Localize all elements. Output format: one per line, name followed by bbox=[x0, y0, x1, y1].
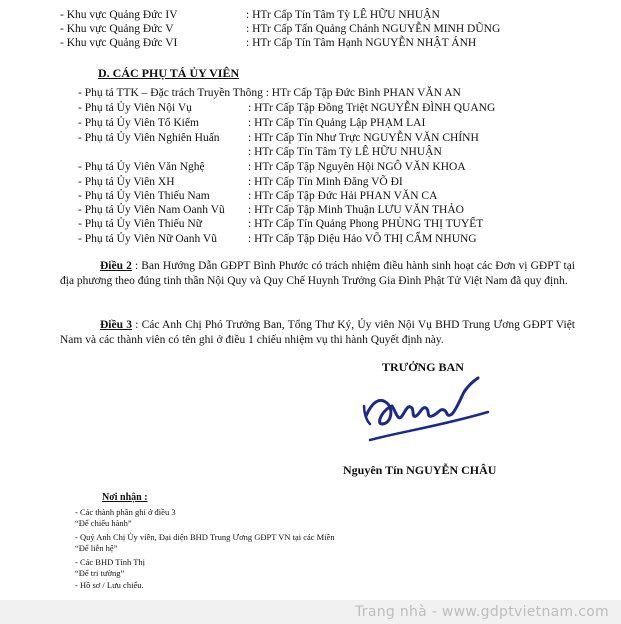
assistant-full-line: - Phụ tá TTK – Đặc trách Truyền Thông : HTr Cấp Tập Đức Bình PHAN VĂN AN bbox=[78, 87, 461, 99]
zone-leader: : HTr Cấp Tấn Quảng Chánh NGUYỄN MINH DŨNG bbox=[246, 23, 501, 35]
handwritten-signature bbox=[360, 372, 500, 452]
assistant-role: - Phụ tá Ủy Viên Nam Oanh Vũ bbox=[78, 204, 225, 216]
assistant-person: : HTr Cấp Tập Diệu Hảo VÕ THỊ CẨM NHUNG bbox=[248, 233, 477, 245]
assistant-person: : HTr Cấp Tín Như Trực NGUYỄN VĂN CHÍNH bbox=[248, 132, 479, 144]
zone-label: - Khu vực Quảng Đức VI bbox=[60, 37, 178, 49]
assistant-person: : HTr Cấp Tập Nguyên Hội NGÔ VĂN KHOA bbox=[248, 161, 466, 173]
zone-leader: : HTr Cấp Tín Tâm Tỳ LÊ HỮU NHUẬN bbox=[246, 9, 440, 21]
assistant-role: - Phụ tá Ủy Viên Thiếu Nữ bbox=[78, 218, 202, 230]
zone-label: - Khu vực Quảng Đức V bbox=[60, 23, 174, 35]
section-heading bbox=[98, 66, 239, 81]
zone-leader: : HTr Cấp Tín Tâm Hạnh NGUYỄN NHẬT ÁNH bbox=[246, 37, 477, 49]
assistant-role: - Phụ tá Ủy Viên Nội Vụ bbox=[78, 102, 192, 114]
assistant-role: - Phụ tá Ủy Viên Nghiên Huấn bbox=[78, 132, 220, 144]
footer-watermark[interactable]: Trang nhà - www.gdptvietnam.com bbox=[355, 604, 609, 620]
article-2-text: : Ban Hướng Dẫn GĐPT Bình Phước có trách nhiệm điều hành sinh hoạt các Đơn vị GĐPT tại địa phương theo đúng tinh thần Nội Quy và Quy Chế Huynh Trưởng Gia Đình Phật Tử Việt Nam đã quy định. bbox=[60, 260, 575, 287]
assistant-role: - Phụ tá Ủy Viên Tổ Kiểm bbox=[78, 117, 199, 129]
recipient-line: - Các BHD Tỉnh Thị bbox=[75, 557, 146, 567]
signatory-name: Nguyên Tín NGUYỄN CHÂU bbox=[343, 463, 497, 477]
assistant-person: : HTr Cấp Tín Quảng Lập PHẠM LAI bbox=[248, 117, 426, 129]
assistant-role: - Phụ tá Ủy Viên XH bbox=[78, 176, 175, 188]
assistant-role: - Phụ tá Ủy Viên Văn Nghệ bbox=[78, 161, 205, 173]
assistant-person: : HTr Cấp Tập Minh Thuận LƯU VĂN THẢO bbox=[248, 204, 464, 216]
article-2-label: Điều 2 bbox=[100, 260, 132, 272]
article-3 bbox=[60, 318, 575, 347]
assistant-person: : HTr Cấp Tín Quảng Phong PHÙNG THỊ TUYẾT bbox=[248, 218, 484, 230]
article-3-label: Điều 3 bbox=[100, 319, 132, 331]
recipients-heading: Nơi nhận : bbox=[102, 492, 148, 503]
assistant-person: : HTr Cấp Tập Đồng Triệt NGUYỄN ĐÌNH QUANG bbox=[248, 102, 496, 114]
assistant-person: : HTr Cấp Tín Tâm Tỳ LÊ HỮU NHUẬN bbox=[248, 146, 442, 158]
article-2 bbox=[60, 259, 575, 288]
signature-title: TRƯỞNG BAN bbox=[382, 360, 464, 374]
zone-label: - Khu vực Quảng Đức IV bbox=[60, 9, 178, 21]
recipient-line: - Hồ sơ / Lưu chiểu. bbox=[75, 580, 144, 590]
site-footer bbox=[0, 600, 621, 624]
recipient-line: “Để chiếu hành” bbox=[75, 518, 132, 528]
recipient-line: “Để liễn hệ” bbox=[75, 543, 118, 553]
recipient-line: - Các thành phần ghi ở điều 3 bbox=[75, 507, 176, 517]
assistant-person: : HTr Cấp Tín Minh Đăng VÕ ĐI bbox=[248, 176, 403, 188]
article-3-text: : Các Anh Chị Phó Trưởng Ban, Tổng Thư Ký, Ủy viên Nội Vụ BHD Trung Ương GĐPT Việt Nam và các thành viên có tên ghi ở điều 1 chiếu nhiệm vụ thi hành Quyết định này. bbox=[60, 319, 575, 346]
assistant-role: - Phụ tá Ủy Viên Thiếu Nam bbox=[78, 190, 210, 202]
recipient-line: “Để tri tường” bbox=[75, 568, 125, 578]
assistant-role: - Phụ tá Ủy Viên Nữ Oanh Vũ bbox=[78, 233, 217, 245]
section-d-label: D. CÁC PHỤ TÁ ỦY VIÊN bbox=[98, 66, 240, 80]
assistant-person: : HTr Cấp Tập Đức Hải PHAN VĂN CA bbox=[248, 190, 438, 202]
recipient-line: - Quý Anh Chị Ủy viên, Đại diện BHD Trung Ương GĐPT VN tại các Miền bbox=[75, 532, 335, 542]
